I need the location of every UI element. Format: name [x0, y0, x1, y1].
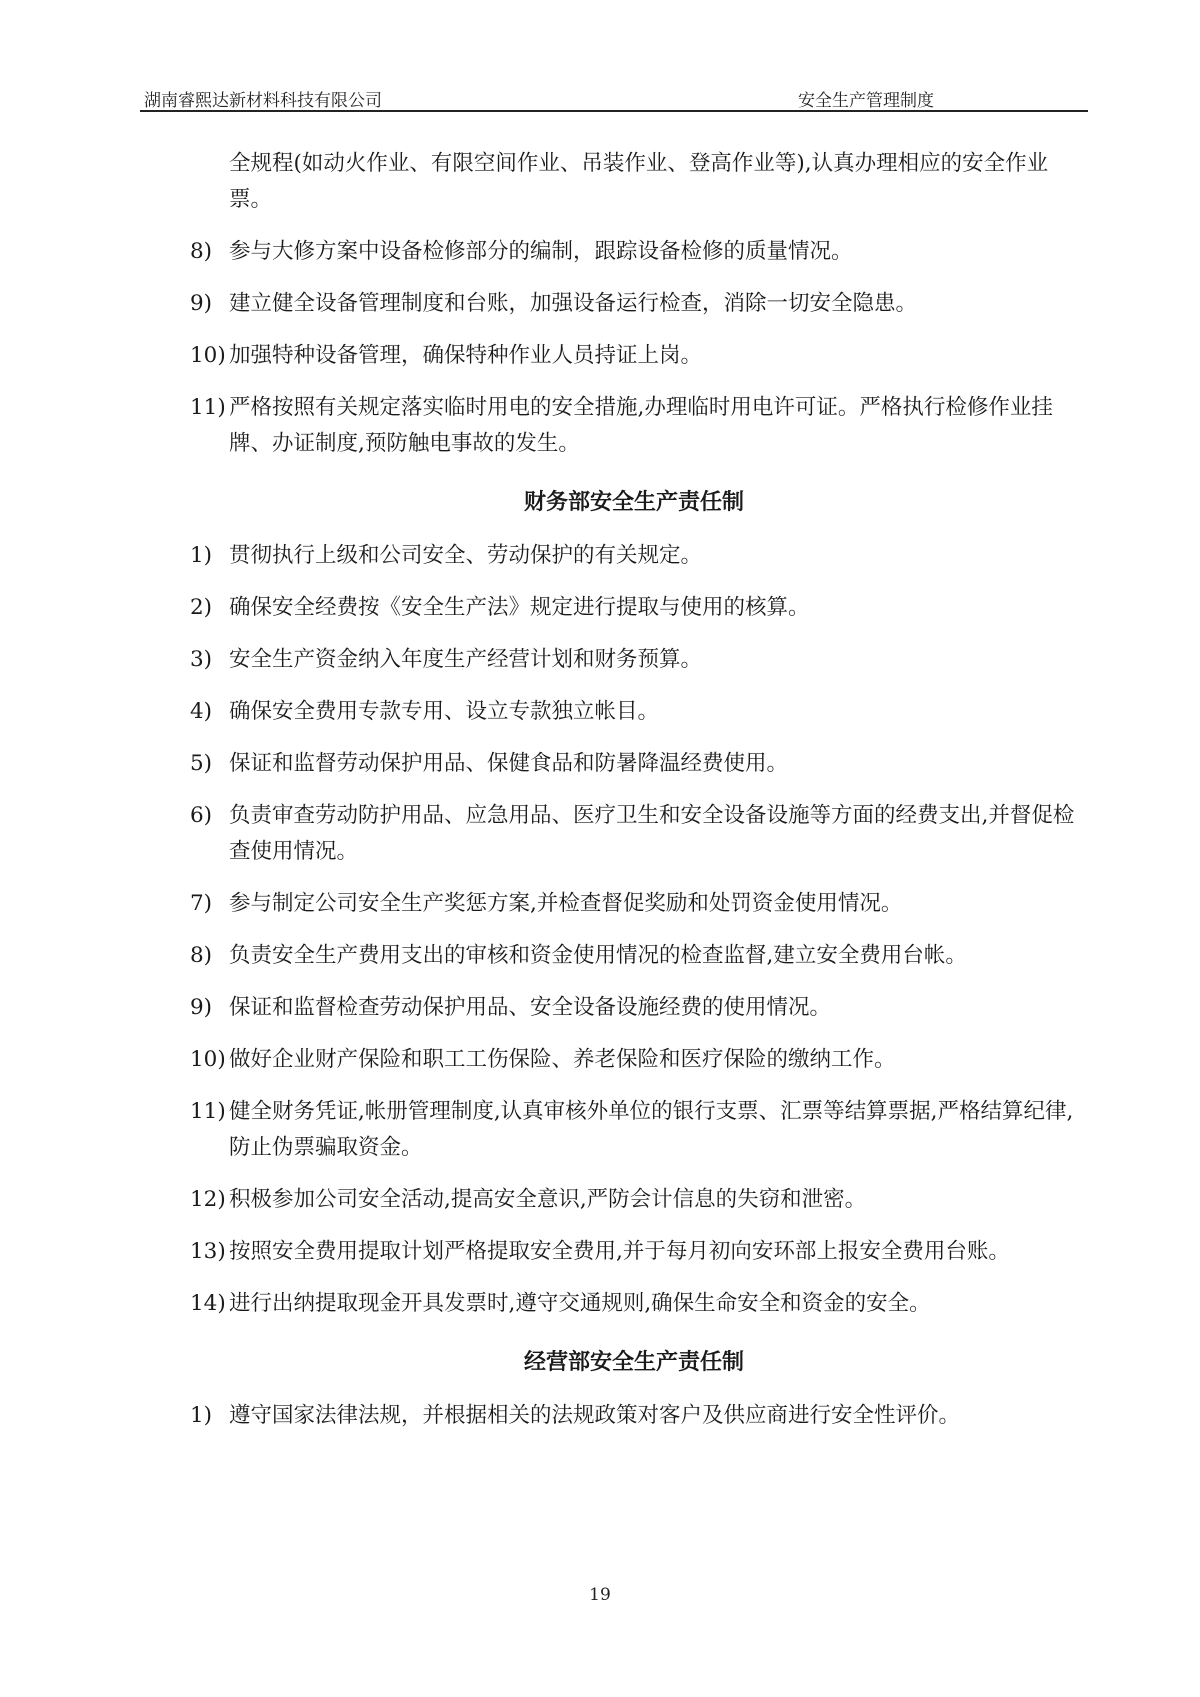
list-item: [140, 798, 1088, 870]
list-item-number: 7): [190, 891, 213, 916]
list-item-number: 11): [190, 395, 226, 420]
list-item: [140, 538, 1088, 574]
page-number: 19: [589, 1585, 611, 1605]
list-item: [140, 234, 1088, 270]
list-item: [140, 1286, 1088, 1322]
list-item: [140, 286, 1088, 322]
list-item: [140, 1234, 1088, 1270]
list-item-text: 负责审查劳动防护用品、应急用品、医疗卫生和安全设备设施等方面的经费支出,并督促检查使用情况。: [229, 803, 1075, 864]
list-item: [140, 1182, 1088, 1218]
list-item-number: 9): [190, 291, 213, 316]
list-item-number: 10): [190, 1047, 226, 1072]
list-item: [140, 938, 1088, 974]
list-item-number: 6): [190, 803, 213, 828]
list-item-number: 13): [190, 1239, 226, 1264]
list-item-number: 4): [190, 699, 213, 724]
list-item-number: 11): [190, 1099, 226, 1124]
header-divider: [140, 110, 1088, 112]
list-item-text: 建立健全设备管理制度和台账，加强设备运行检查，消除一切安全隐患。: [229, 291, 918, 316]
list-item-number: 2): [190, 595, 213, 620]
list-item-text: 遵守国家法律法规，并根据相关的法规政策对客户及供应商进行安全性评价。: [229, 1403, 961, 1428]
page-header: [140, 82, 1088, 110]
document-body: [140, 146, 1088, 1450]
continuation-paragraph: 全规程(如动火作业、有限空间作业、吊装作业、登高作业等),认真办理相应的安全作业票。: [229, 151, 1049, 212]
list-item-text: 按照安全费用提取计划严格提取安全费用,并于每月初向安环部上报安全费用台账。: [229, 1239, 1010, 1264]
list-item-text: 贯彻执行上级和公司安全、劳动保护的有关规定。: [229, 543, 703, 568]
list-item-text: 做好企业财产保险和职工工伤保险、养老保险和医疗保险的缴纳工作。: [229, 1047, 896, 1072]
list-item-text: 确保安全费用专款专用、设立专款独立帐目。: [229, 699, 660, 724]
list-item-text: 加强特种设备管理，确保特种作业人员持证上岗。: [229, 343, 703, 368]
list-item: [140, 1042, 1088, 1078]
list-item: [140, 694, 1088, 730]
list-item-number: 1): [190, 1403, 213, 1428]
list-item-text: 保证和监督检查劳动保护用品、安全设备设施经费的使用情况。: [229, 995, 832, 1020]
section-heading-business: 经营部安全生产责任制: [523, 1349, 744, 1375]
list-item-number: 9): [190, 995, 213, 1020]
list-item: [140, 1398, 1088, 1434]
list-item: [140, 746, 1088, 782]
list-item-text: 参与大修方案中设备检修部分的编制，跟踪设备检修的质量情况。: [229, 239, 853, 264]
list-item: [140, 642, 1088, 678]
list-item-number: 3): [190, 647, 213, 672]
list-item-text: 积极参加公司安全活动,提高安全意识,严防会计信息的失窃和泄密。: [229, 1187, 867, 1212]
list-item-text: 安全生产资金纳入年度生产经营计划和财务预算。: [229, 647, 703, 672]
list-item-text: 进行出纳提取现金开具发票时,遵守交通规则,确保生命安全和资金的安全。: [229, 1291, 931, 1316]
list-item-number: 12): [190, 1187, 226, 1212]
list-item-number: 8): [190, 943, 213, 968]
header-company: 湖南睿熙达新材料科技有限公司: [144, 91, 382, 111]
header-doc-title: 安全生产管理制度: [798, 91, 934, 111]
list-item-number: 1): [190, 543, 213, 568]
list-item-number: 14): [190, 1291, 226, 1316]
section-heading-finance: 财务部安全生产责任制: [523, 489, 744, 515]
list-item: [140, 886, 1088, 922]
list-item-text: 确保安全经费按《安全生产法》规定进行提取与使用的核算。: [229, 595, 810, 620]
list-item: [140, 390, 1088, 462]
list-item: [140, 590, 1088, 626]
list-item-number: 8): [190, 239, 213, 264]
list-item-text: 负责安全生产费用支出的审核和资金使用情况的检查监督,建立安全费用台帐。: [229, 943, 967, 968]
list-item-text: 保证和监督劳动保护用品、保健食品和防暑降温经费使用。: [229, 751, 789, 776]
list-item-text: 参与制定公司安全生产奖惩方案,并检查督促奖励和处罚资金使用情况。: [229, 891, 903, 916]
list-item: [140, 990, 1088, 1026]
list-item: [140, 338, 1088, 374]
list-item-number: 10): [190, 343, 226, 368]
list-item: [140, 1094, 1088, 1166]
list-item-text: 健全财务凭证,帐册管理制度,认真审核外单位的银行支票、汇票等结算票据,严格结算纪律,防止伪票骗取资金。: [229, 1099, 1074, 1160]
list-item-number: 5): [190, 751, 213, 776]
list-item-text: 严格按照有关规定落实临时用电的安全措施,办理临时用电许可证。严格执行检修作业挂牌、办证制度,预防触电事故的发生。: [229, 395, 1053, 456]
